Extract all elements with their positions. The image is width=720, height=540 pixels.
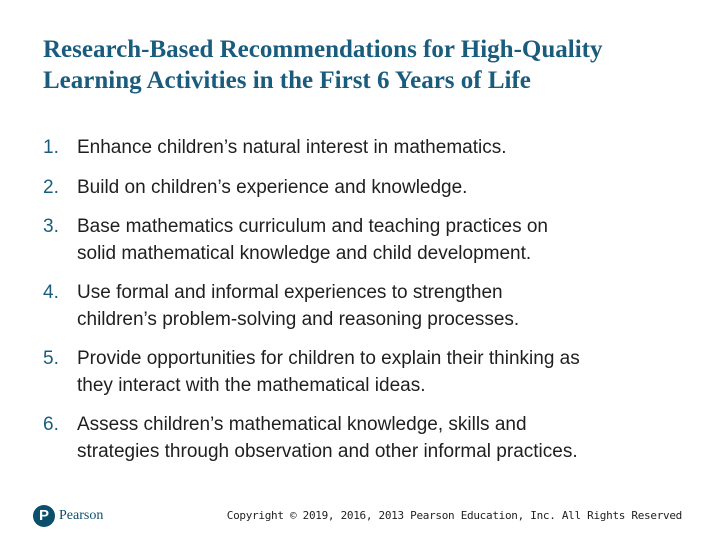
list-item-line: children’s problem-solving and reasoning processes. — [77, 308, 520, 330]
slide-title-line-2: Learning Activities in the First 6 Years of Life — [43, 67, 531, 94]
list-item-line: Provide opportunities for children to explain their thinking as — [77, 348, 580, 369]
list-item — [43, 280, 683, 333]
recommendations-list — [43, 135, 683, 478]
list-item — [43, 412, 683, 465]
list-item-line: Enhance children’s natural interest in mathematics. — [77, 137, 507, 158]
list-item-text — [77, 346, 683, 399]
list-item — [43, 214, 683, 267]
list-item-line: solid mathematical knowledge and child development. — [77, 242, 532, 264]
list-item-text — [77, 280, 683, 333]
list-item-text — [77, 214, 683, 267]
list-item-number: 2. — [43, 176, 59, 198]
list-item — [43, 175, 683, 202]
list-item-line: strategies through observation and other informal practices. — [77, 440, 578, 462]
list-item-number: 3. — [43, 216, 59, 237]
list-item-number: 6. — [43, 414, 59, 435]
pearson-logo-icon: P — [33, 505, 55, 527]
list-item-line: Assess children’s mathematical knowledge, skills and — [77, 414, 527, 435]
slide-title-line-1: Research-Based Recommendations for High-Quality — [43, 36, 603, 63]
list-item-line: Base mathematics curriculum and teaching practices on — [77, 216, 549, 237]
list-item-number: 5. — [43, 348, 59, 369]
list-item — [43, 135, 683, 162]
list-item-number: 1. — [43, 137, 59, 158]
pearson-logo — [33, 505, 103, 527]
copyright-notice: Copyright © 2019, 2016, 2013 Pearson Education, Inc. All Rights Reserved — [226, 509, 682, 522]
list-item-number: 4. — [43, 282, 59, 303]
list-item-line: they interact with the mathematical ideas. — [77, 374, 426, 396]
list-item — [43, 346, 683, 399]
list-item-line: Build on children’s experience and knowledge. — [77, 176, 468, 198]
list-item-text — [77, 175, 683, 202]
pearson-logo-text: Pearson — [59, 508, 104, 523]
slide-title — [43, 34, 693, 96]
list-item-line: Use formal and informal experiences to strengthen — [77, 282, 503, 303]
list-item-text — [77, 135, 683, 162]
list-item-text — [77, 412, 683, 465]
